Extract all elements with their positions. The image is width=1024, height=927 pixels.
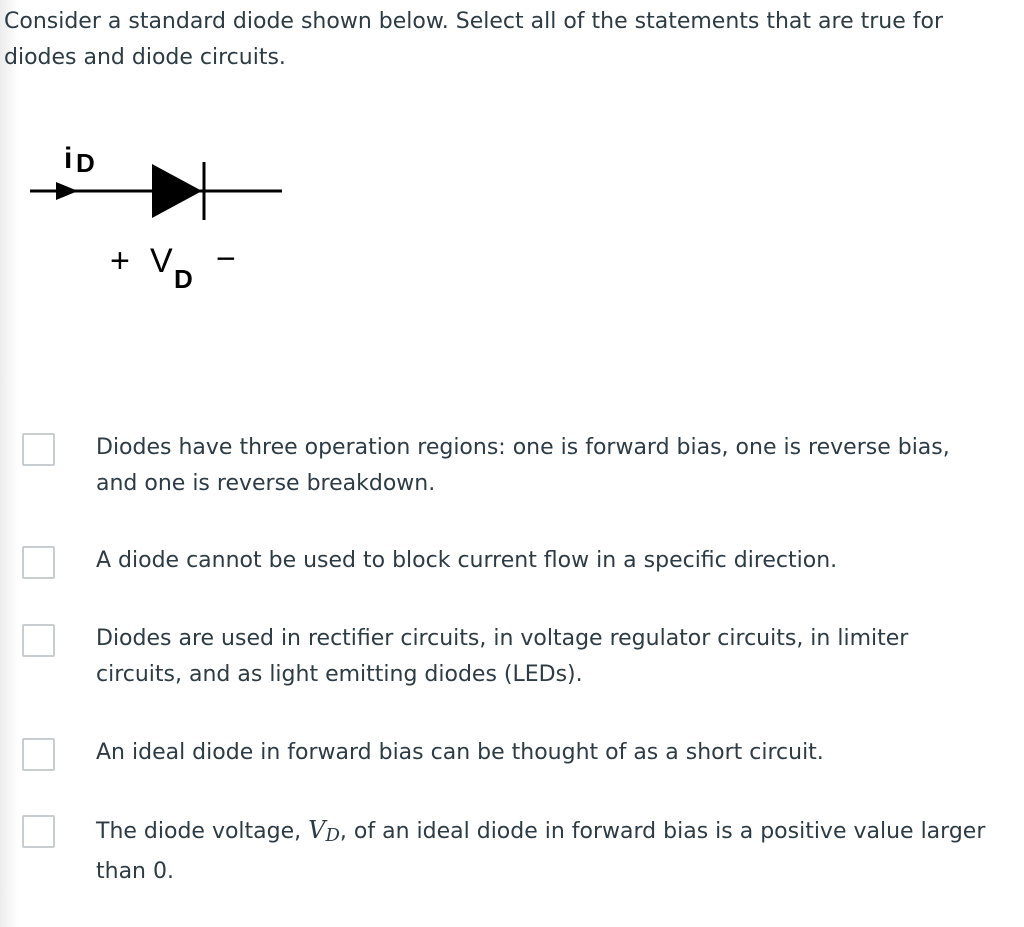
answer-checkbox-3[interactable] — [22, 624, 55, 657]
voltage-minus-label: − — [216, 240, 236, 278]
voltage-subscript: D — [174, 264, 193, 294]
current-arrow-icon — [56, 182, 78, 200]
current-label: i — [64, 142, 73, 175]
voltage-plus-label: + — [110, 242, 130, 280]
answer-checkbox-2[interactable] — [22, 546, 55, 579]
current-subscript: D — [76, 148, 95, 178]
math-subscript: D — [325, 825, 340, 846]
answer-checkbox-4[interactable] — [22, 738, 55, 771]
voltage-label: V — [150, 242, 173, 280]
answer-label-1: Diodes have three operation regions: one is forward bias, one is reverse bias, and one is reverse breakdown. — [96, 435, 950, 496]
answer-checkbox-5[interactable] — [22, 815, 55, 848]
answer-label-4: An ideal diode in forward bias can be thought of as a short circuit. — [96, 740, 824, 765]
answer-text-after: , of an ideal diode in forward bias is a positive value larger than 0. — [96, 819, 986, 884]
answer-label-2: A diode cannot be used to block current flow in a specific direction. — [96, 548, 838, 573]
answer-label-3: Diodes are used in rectifier circuits, in voltage regulator circuits, in limiter circuits, and as light emitting diodes (LEDs). — [96, 626, 909, 687]
question-prompt: Consider a standard diode shown below. Select all of the statements that are true for diodes and diode circuits. — [4, 9, 943, 70]
diode-diagram — [28, 120, 298, 310]
answer-checkbox-1[interactable] — [22, 433, 55, 466]
math-variable: V — [308, 816, 326, 844]
answer-text-before: The diode voltage, — [96, 819, 309, 844]
answer-label-5 — [96, 812, 996, 890]
diode-anode-triangle — [152, 164, 202, 218]
left-edge-shade — [0, 0, 18, 927]
